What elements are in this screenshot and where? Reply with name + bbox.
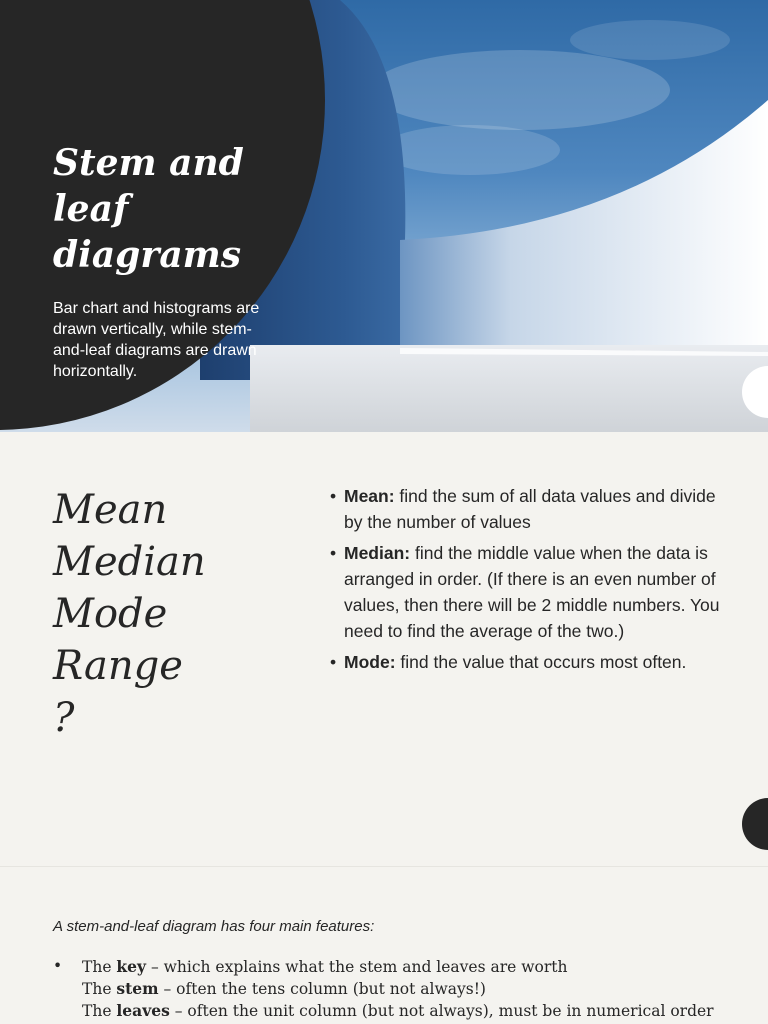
averages-slide — [0, 432, 768, 865]
slide-title: Stem and leaf diagrams — [53, 142, 244, 276]
feature-leaves: The leaves – often the unit column (but not always), must be in numerical order — [82, 1001, 714, 1020]
features-slide — [0, 866, 768, 1024]
title-slide — [0, 0, 768, 432]
features-intro: A stem-and-leaf diagram has four main features: — [53, 918, 375, 935]
term-label: Mean: — [344, 486, 395, 506]
topic-range: Range — [53, 643, 183, 689]
bullet: • — [330, 652, 337, 672]
definitions-list — [330, 483, 720, 680]
topic-median: Median — [53, 539, 206, 585]
term-label: Mode: — [344, 652, 396, 672]
feature-stem: The stem – often the tens column (but not always!) — [82, 979, 486, 998]
slide-subtitle: Bar chart and histograms are drawn vertically, while stem-and-leaf diagrams are drawn horizontally. — [53, 300, 260, 380]
list-item — [330, 483, 720, 535]
bullet: • — [53, 957, 63, 975]
next-slide-button[interactable] — [742, 798, 768, 850]
definition-text: find the value that occurs most often. — [395, 652, 687, 672]
topic-mode: Mode — [53, 591, 168, 637]
list-item — [330, 649, 720, 675]
definition-text: find the sum of all data values and divide by the number of values — [344, 486, 716, 532]
bullet: • — [330, 543, 337, 563]
topics-heading — [53, 484, 206, 744]
feature-key: The key – which explains what the stem and leaves are worth — [82, 957, 568, 976]
list-item — [330, 540, 720, 644]
bullet: • — [330, 486, 337, 506]
features-list — [53, 956, 733, 1022]
definition-text: find the middle value when the data is arranged in order. (If there is an even number of values, then there will be 2 middle numbers. You need to find the average of the two.) — [344, 543, 720, 641]
topic-mean: Mean — [53, 487, 168, 533]
term-label: Median: — [344, 543, 411, 563]
topic-question-mark: ? — [53, 695, 75, 741]
